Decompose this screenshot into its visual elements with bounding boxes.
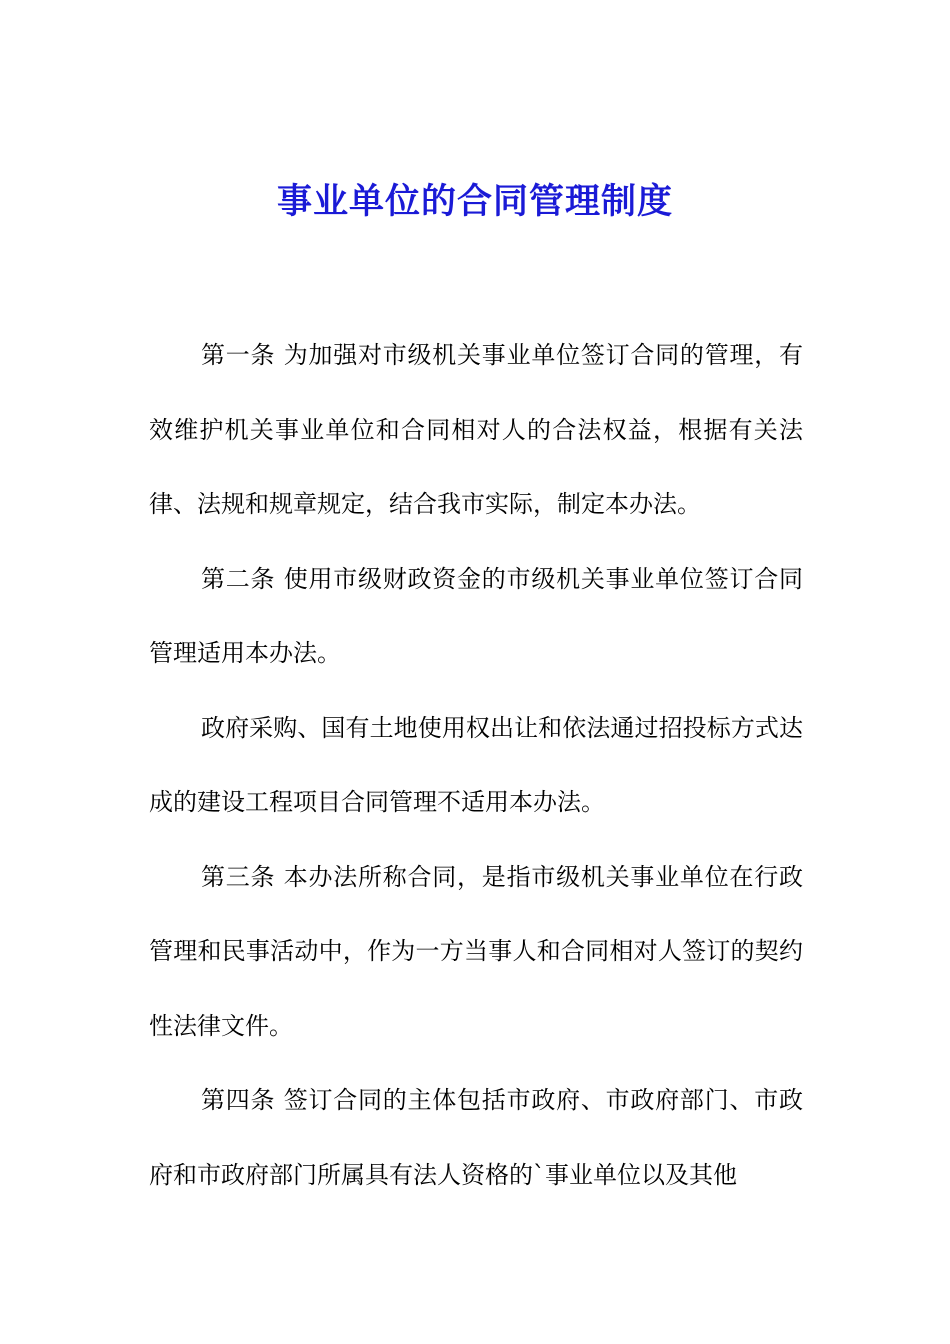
document-body [149,318,803,1212]
paragraph-article-4: 第四条 签订合同的主体包括市政府、市政府部门、市政府和市政府部门所属具有法人资格的`事业单位以及其他 [149,1086,803,1189]
paragraph-article-2-exception: 政府采购、国有土地使用权出让和依法通过招投标方式达成的建设工程项目合同管理不适用本办法。 [149,713,803,816]
paragraph-article-1: 第一条 为加强对市级机关事业单位签订合同的管理，有效维护机关事业单位和合同相对人的合法权益，根据有关法律、法规和规章规定，结合我市实际，制定本办法。 [149,341,803,518]
paragraph-article-2: 第二条 使用市级财政资金的市级机关事业单位签订合同管理适用本办法。 [149,564,803,667]
paragraph-article-3: 第三条 本办法所称合同，是指市级机关事业单位在行政管理和民事活动中，作为一方当事人和合同相对人签订的契约性法律文件。 [149,862,803,1040]
document-title: 事业单位的合同管理制度 [276,181,673,222]
